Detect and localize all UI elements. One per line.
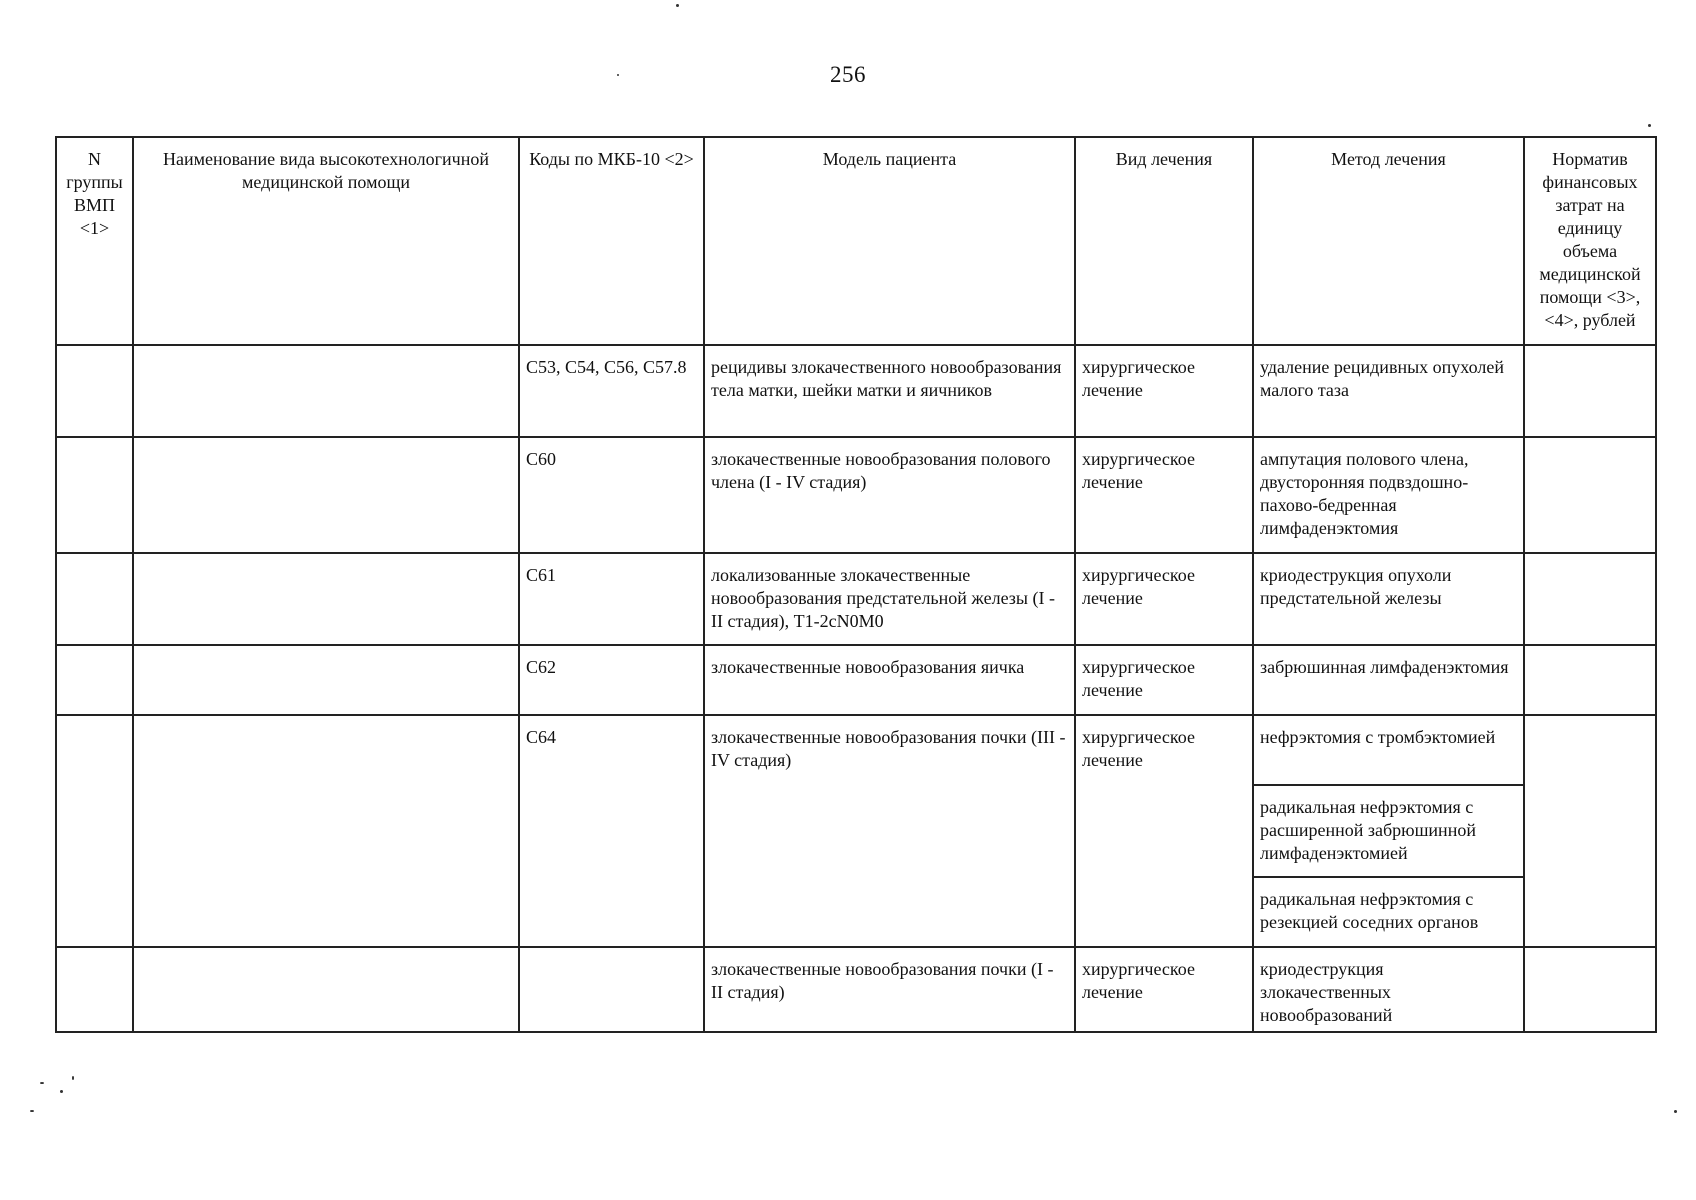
cell-care-type-name xyxy=(133,553,519,645)
cell-patient-model: злокачественные новообразования яичка xyxy=(704,645,1075,715)
cell-treatment-method: радикальная нефрэктомия с расширенной забрюшинной лимфаденэктомией xyxy=(1253,785,1524,877)
cell-patient-model: злокачественные новообразования почки (I - II стадия) xyxy=(704,947,1075,1032)
scan-speck xyxy=(30,1110,34,1112)
scan-speck xyxy=(676,4,679,7)
cell-patient-model: злокачественные новообразования полового члена (I - IV стадия) xyxy=(704,437,1075,553)
header-patient-model: Модель пациента xyxy=(704,137,1075,345)
cell-icd-codes: C62 xyxy=(519,645,704,715)
cell-care-type-name xyxy=(133,437,519,553)
cell-cost-standard xyxy=(1524,437,1656,553)
cell-treatment-method: криодеструкция злокачественных новообразований xyxy=(1253,947,1524,1032)
cell-care-type-name xyxy=(133,345,519,437)
table-row xyxy=(56,345,1656,437)
cell-care-type-name xyxy=(133,947,519,1032)
table-row xyxy=(56,645,1656,715)
cell-treatment-kind: хирургическое лечение xyxy=(1075,437,1253,553)
cell-icd-codes: C61 xyxy=(519,553,704,645)
cell-cost-standard xyxy=(1524,645,1656,715)
header-cost-standard: Норматив финансовых затрат на единицу объема медицинской помощи <3>, <4>, рублей xyxy=(1524,137,1656,345)
header-treatment-kind: Вид лечения xyxy=(1075,137,1253,345)
table-header-row xyxy=(56,137,1656,345)
cell-treatment-kind: хирургическое лечение xyxy=(1075,645,1253,715)
scan-speck xyxy=(1648,124,1651,127)
cell-treatment-kind: хирургическое лечение xyxy=(1075,345,1253,437)
cell-icd-codes: C60 xyxy=(519,437,704,553)
cell-group-n xyxy=(56,437,133,553)
scan-speck xyxy=(60,1090,63,1093)
cell-treatment-method: нефрэктомия с тромбэктомией xyxy=(1253,715,1524,785)
cell-treatment-method: криодеструкция опухоли предстательной железы xyxy=(1253,553,1524,645)
header-group-n: N группы ВМП <1> xyxy=(56,137,133,345)
cell-care-type-name xyxy=(133,645,519,715)
cell-patient-model: локализованные злокачественные новообразования предстательной железы (I - II стадия), T1-2cN0M0 xyxy=(704,553,1075,645)
cell-cost-standard xyxy=(1524,345,1656,437)
scan-speck xyxy=(1674,1110,1677,1113)
cell-cost-standard xyxy=(1524,947,1656,1032)
table-row xyxy=(56,947,1656,1032)
cell-group-n xyxy=(56,645,133,715)
cell-icd-codes xyxy=(519,947,704,1032)
cell-group-n xyxy=(56,345,133,437)
scan-speck xyxy=(617,74,619,76)
cell-group-n xyxy=(56,947,133,1032)
header-treatment-method: Метод лечения xyxy=(1253,137,1524,345)
cell-patient-model: рецидивы злокачественного новообразования тела матки, шейки матки и яичников xyxy=(704,345,1075,437)
header-care-type-name: Наименование вида высокотехнологичной медицинской помощи xyxy=(133,137,519,345)
cell-group-n xyxy=(56,553,133,645)
scan-speck xyxy=(40,1082,44,1084)
cell-treatment-method: забрюшинная лимфаденэктомия xyxy=(1253,645,1524,715)
cell-icd-codes: C64 xyxy=(519,715,704,947)
scan-speck xyxy=(72,1076,74,1080)
cell-patient-model: злокачественные новообразования почки (III - IV стадия) xyxy=(704,715,1075,947)
table-row xyxy=(56,553,1656,645)
table-row xyxy=(56,437,1656,553)
cell-treatment-kind: хирургическое лечение xyxy=(1075,947,1253,1032)
cell-cost-standard xyxy=(1524,553,1656,645)
cell-cost-standard xyxy=(1524,715,1656,947)
cell-icd-codes: C53, C54, C56, C57.8 xyxy=(519,345,704,437)
cell-treatment-kind: хирургическое лечение xyxy=(1075,553,1253,645)
cell-group-n xyxy=(56,715,133,947)
cell-care-type-name xyxy=(133,715,519,947)
cell-treatment-kind: хирургическое лечение xyxy=(1075,715,1253,947)
table-row xyxy=(56,715,1656,785)
cell-treatment-method: ампутация полового члена, двусторонняя подвздошно-пахово-бедренная лимфаденэктомия xyxy=(1253,437,1524,553)
header-icd-codes: Коды по МКБ-10 <2> xyxy=(519,137,704,345)
vmp-table xyxy=(55,136,1657,1033)
cell-treatment-method: радикальная нефрэктомия с резекцией соседних органов xyxy=(1253,877,1524,947)
page-number: 256 xyxy=(830,62,866,87)
cell-treatment-method: удаление рецидивных опухолей малого таза xyxy=(1253,345,1524,437)
